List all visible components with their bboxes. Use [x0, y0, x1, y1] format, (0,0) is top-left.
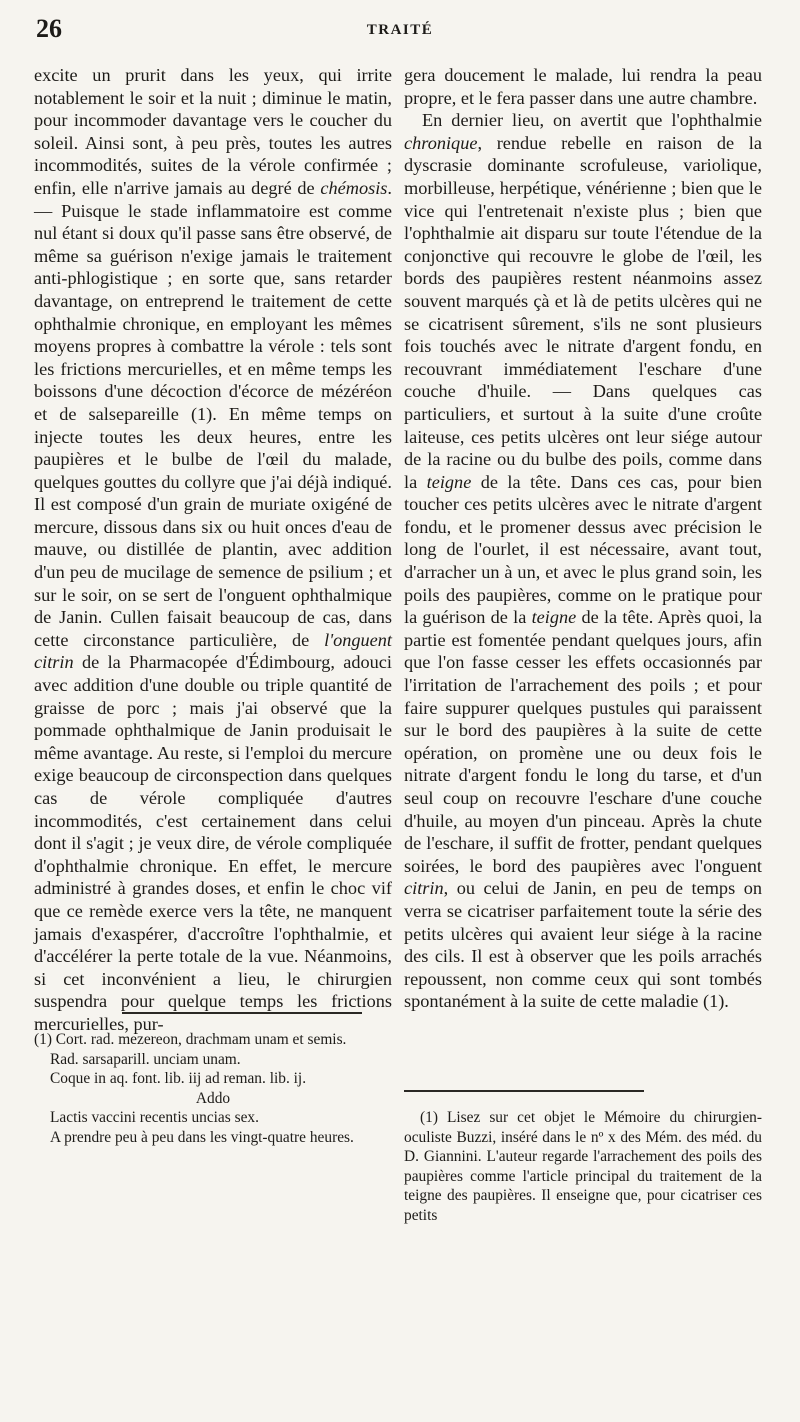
- italic-term: chémosis: [320, 177, 388, 198]
- footnote-right: [404, 1108, 762, 1226]
- text-run: de la tête. Dans ces cas, pour bien toucher ces petits ulcères avec le nitrate d'argent fondu, et le promener dessus avec précision le long de l'ourlet, il est nécessaire, avant tout, d'arracher un à un, et avec le plus grand soin, les poils des paupières, comme on le pratique pour la guérison de la: [404, 471, 763, 628]
- footnote-divider-left: [122, 1012, 362, 1014]
- right-paragraph-2: [404, 109, 762, 1013]
- footnote-line: Addo: [195, 1089, 231, 1107]
- right-paragraph-1: gera doucement le malade, lui rendra la peau propre, et le fera passer dans une autre chambre.: [404, 65, 762, 108]
- italic-term: chronique: [404, 132, 478, 153]
- italic-term: teigne: [426, 471, 472, 492]
- footnote-divider-right: [404, 1090, 644, 1092]
- text-run: excite un prurit dans les yeux, qui irrite notablement le soir et la nuit ; diminue le matin, pour incommoder davantage vers le coucher du soleil. Ainsi sont, à peu près, toutes les autres incommodités, suites de la vérole confirmée ; enfin, elle n'arrive jamais au degré de: [34, 65, 392, 198]
- footnote-line: Rad. sarsaparill. unciam unam.: [50, 1050, 241, 1068]
- italic-term: teigne: [531, 607, 577, 628]
- footnote-line: (1) Cort. rad. mezereon, drachmam unam et semis.: [34, 1031, 347, 1048]
- right-column: [404, 64, 762, 1013]
- text-run: de la Pharmacopée d'Édimbourg, adouci avec addition d'une double ou triple quantité de graisse de porc ; mais j'ai observé que la pommade ophthalmique de Janin produisait le même avantage. Au reste, si l'emploi du mercure exige beaucoup de circonspection dans quelques cas de vérole compliquée d'autres incommodités, c'est certainement dans celui dont il s'agit ; je veux dire, de vérole compliquée d'ophthalmie chronique. En effet, le mercure administré à grandes doses, et enfin le choc vif que ce remède exerce vers la tête, ne manquent jamais d'exaspérer, d'accroître l'ophthalmie, et d'accélérer la perte totale de la vue. Néanmoins, si cet inconvénient a lieu, le chirurgien suspendra pour quelque temps les frictions mercurielles, pur-: [34, 652, 392, 1034]
- page-number: 26: [36, 14, 62, 43]
- left-column: [34, 64, 392, 1036]
- footnote-line: Lactis vaccini recentis uncias sex.: [50, 1109, 259, 1127]
- left-paragraph: [34, 64, 392, 1036]
- italic-term: citrin: [404, 878, 444, 899]
- footnote-line: A prendre peu à peu dans les vingt-quatre heures.: [50, 1128, 354, 1146]
- italic-term: l'onguent citrin: [34, 629, 392, 673]
- running-title: TRAITÉ: [366, 22, 434, 38]
- footnote-left: [34, 1030, 392, 1148]
- footnote-line: Coque in aq. font. lib. iij ad reman. lib. ij.: [50, 1070, 307, 1088]
- text-run: En dernier lieu, on avertit que l'ophthalmie: [422, 110, 762, 131]
- text-run: , rendue rebelle en raison de la dyscrasie dominante scrofuleuse, variolique, morbilleuse, herpétique, vénérienne ; bien que le vice qui l'entretenait n'existe plus ; bien que l'ophthalmie ait disparu sur toute l'étendue de la conjonctive qui recouvre le globe de l'œil, les bords des paupières restent néanmoins assez souvent marqués çà et là de petits ulcères qui ne se cicatrisent sûrement, s'ils ne sont plusieurs fois touchés avec le nitrate d'argent fondu, en recouvrant immédiatement l'eschare d'une couche d'huile. — Dans quelques cas particuliers, et surtout à la suite d'une croûte laiteuse, ces petits ulcères ont leur siége autour de la racine ou du bulbe des poils, comme dans la: [404, 132, 762, 492]
- footnote-text: (1) Lisez sur cet objet le Mémoire du chirurgien-oculiste Buzzi, inséré dans le nº x des Mém. des méd. du D. Giannini. L'auteur regarde l'arrachement des poils des paupières comme l'article principal du traitement de la teigne des paupières. Il enseigne que, pour cicatriser ces petits: [404, 1109, 762, 1224]
- text-run: , ou celui de Janin, en peu de temps on verra se cicatriser parfaitement toute la série des petits ulcères qui avaient leur siége à la racine des cils. Il est à observer que les poils arrachés repoussent, non comme ceux qui sont tombés spontanément à la suite de cette maladie (1).: [404, 878, 762, 1012]
- text-run: de la tête. Après quoi, la partie est fomentée pendant quelques jours, afin que l'on fasse cesser les effets occasionnés par l'irritation de l'arrachement des poils ; et pour faire suppurer quelques pustules qui paraissent sur le bord des paupières à la suite de cette opération, on promène une ou deux fois le nitrate d'argent fondu le long du tarse, et d'un seul coup on recouvre l'eschare d'une couche d'huile, au moyen d'un pinceau. Après la chute de l'eschare, il suffit de frotter, pendant quelques soirées, le bord des paupières avec l'onguent: [404, 607, 762, 876]
- text-run: . — Puisque le stade inflammatoire est comme nul étant si doux qu'il passe sans être observé, de même sa guérison n'exige jamais le traitement anti-phlogistique ; en sorte que, sans retarder davantage, on entreprend le traitement de cette ophthalmie chronique, en employant les mêmes moyens propres à combattre la vérole : tels sont les frictions mercurielles, et en même temps les boissons d'une décoction d'écorce de mézéréon et de salsepareille (1). En même temps on injecte toutes les deux heures, entre les paupières et le bulbe de l'œil du malade, quelques gouttes du collyre que j'ai déjà indiqué. Il est composé d'un grain de muriate oxigéné de mercure, dissous dans six ou huit onces d'eau de mauve, ou distillée de plantin, avec addition d'un peu de mucilage de semence de psilium ; et sur le soir, on se sert de l'onguent ophthalmique de Janin. Cullen faisait beaucoup de cas, dans cette circonstance particulière, de: [34, 177, 392, 650]
